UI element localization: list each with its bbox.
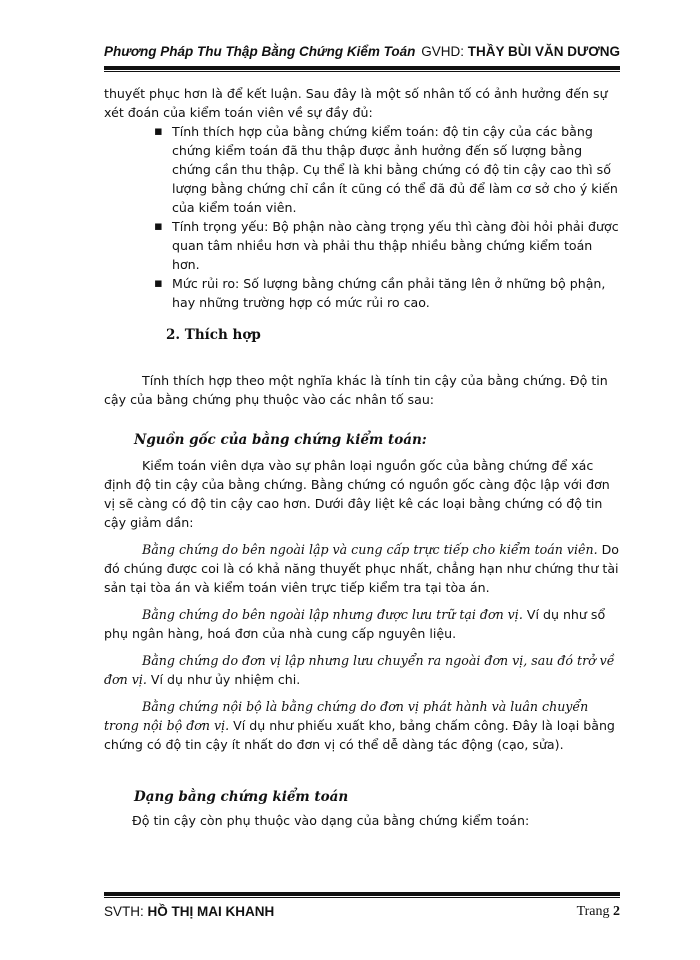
student-label: SVTH:	[104, 904, 144, 919]
footer-rule-thin	[104, 897, 620, 898]
evidence-type-paragraph	[104, 540, 620, 597]
source-paragraph: Kiểm toán viên dựa vào sự phân loại nguồn gốc của bằng chứng để xác định độ tin cậy của bằng chứng. Bằng chứng có nguồn gốc càng độc lập với đơn vị sẽ càng có độ tin cậy cao hơn. Dưới đây liệt kê các loại bằng chứng có độ tin cậy giảm dần:	[104, 458, 610, 530]
evidence-type-name: Bằng chứng nội bộ là bằng chứng do đơn vị phát hành và luân chuyển trong nội bộ đơn vị.	[104, 699, 589, 733]
evidence-type-desc: Ví dụ như sổ phụ ngân hàng, hoá đơn của nhà cung cấp nguyên liệu.	[104, 607, 606, 641]
advisor-info	[421, 44, 620, 59]
list-item: ▪ Tính trọng yếu: Bộ phận nào càng trọng yếu thì càng đòi hỏi phải được quan tâm nhiều hơn và phải thu thập nhiều bằng chứng kiểm toán hơn.	[154, 217, 620, 274]
page-number-value: 2	[613, 904, 620, 919]
list-item: ▪ Mức rủi ro: Số lượng bằng chứng cần phải tăng lên ở những bộ phận, hay những trường hợp có mức rủi ro cao.	[154, 274, 620, 312]
advisor-label: GVHD:	[421, 44, 464, 59]
evidence-type-paragraph	[104, 651, 620, 689]
evidence-type-desc: Ví dụ như phiếu xuất kho, bảng chấm công. Đây là loại bằng chứng có độ tin cậy ít nhất do đơn vị có thể dễ dàng tác động (cạo, sửa).	[104, 718, 615, 752]
evidence-type-desc: Do đó chúng được coi là có khả năng thuyết phục nhất, chẳng hạn như chứng thư tài sản tại tòa án và kiểm toán viên trực tiếp kiểm tra tại tòa án.	[104, 542, 619, 595]
page-header	[104, 42, 620, 64]
page-footer	[104, 904, 620, 926]
evidence-type-desc: Ví dụ như ủy nhiệm chi.	[146, 672, 301, 687]
footer-rule-thick	[104, 892, 620, 896]
document-title: Phương Pháp Thu Thập Bằng Chứng Kiểm Toán	[104, 44, 416, 59]
evidence-type-paragraph	[104, 697, 620, 754]
closing-paragraph: Độ tin cậy còn phụ thuộc vào dạng của bằng chứng kiểm toán:	[132, 813, 530, 828]
evidence-type-paragraph	[104, 605, 620, 643]
header-rule-thin	[104, 71, 620, 72]
evidence-type-name: Bằng chứng do bên ngoài lập và cung cấp trực tiếp cho kiểm toán viên.	[142, 542, 598, 557]
evidence-type-name: Bằng chứng do bên ngoài lập nhưng được lưu trữ tại đơn vị.	[142, 607, 523, 622]
list-item: ▪ Tính thích hợp của bằng chứng kiểm toán: độ tin cậy của các bằng chứng kiểm toán đã thu thập được ảnh hưởng đến số lượng bằng chứng cần thu thập. Cụ thể là khi bằng chứng có độ tin cậy cao thì số lượng bằng chứng chỉ cần ít cũng có thể đã đủ để làm cơ sở cho ý kiến của kiểm toán viên.	[154, 122, 620, 217]
factor-list	[104, 122, 620, 312]
header-rule-thick	[104, 66, 620, 70]
advisor-name: THẦY BÙI VĂN DƯƠNG	[467, 44, 620, 59]
page-label: Trang	[576, 904, 610, 919]
section-heading: 2. Thích hợp	[166, 327, 261, 343]
student-info	[104, 904, 274, 919]
page-number	[577, 904, 620, 920]
page-body	[104, 84, 620, 830]
evidence-type-name: Bằng chứng do đơn vị lập nhưng lưu chuyển ra ngoài đơn vị, sau đó trở về đơn vị.	[104, 653, 615, 687]
subheading-source: Nguồn gốc của bằng chứng kiểm toán:	[134, 432, 427, 448]
student-name: HỒ THỊ MAI KHANH	[147, 904, 275, 919]
intro-paragraph: thuyết phục hơn là để kết luận. Sau đây là một số nhân tố có ảnh hưởng đến sự xét đoán của kiểm toán viên về sự đầy đủ:	[104, 86, 608, 120]
subheading-form: Dạng bằng chứng kiểm toán	[134, 789, 349, 805]
section-intro: Tính thích hợp theo một nghĩa khác là tính tin cậy của bằng chứng. Độ tin cậy của bằng chứng phụ thuộc vào các nhân tố sau:	[104, 373, 608, 407]
